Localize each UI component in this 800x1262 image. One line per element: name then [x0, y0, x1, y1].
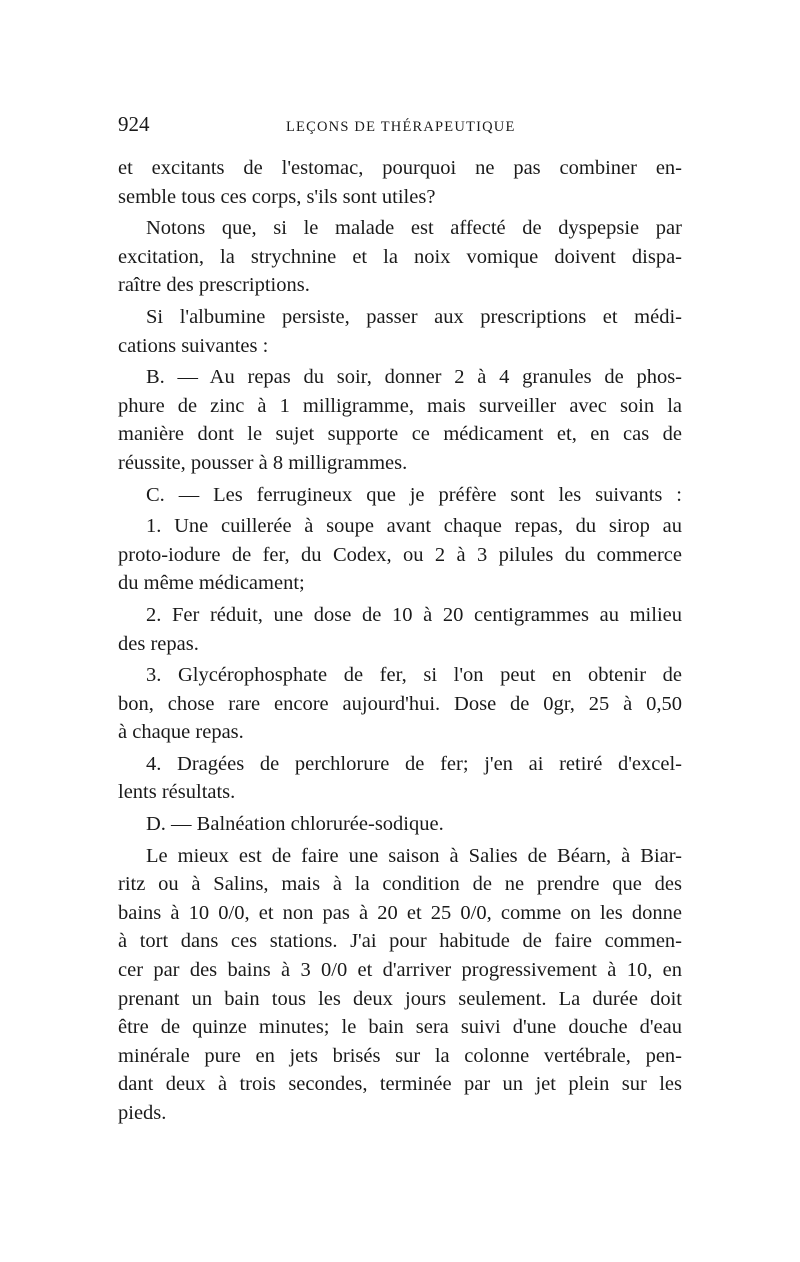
text-line: phure de zinc à 1 milligramme, mais surveiller avec soin la	[118, 394, 682, 417]
text-line: B. — Au repas du soir, donner 2 à 4 granules de phos-	[146, 366, 682, 389]
page-header	[118, 112, 682, 152]
text-line: cer par des bains à 3 0/0 et d'arriver progressivement à 10, en	[118, 959, 682, 982]
text-line: des repas.	[118, 632, 199, 655]
text-line: Si l'albumine persiste, passer aux prescriptions et médi-	[146, 305, 682, 328]
paragraph	[118, 661, 682, 747]
text-line: pieds.	[118, 1102, 167, 1124]
text-line: manière dont le sujet supporte ce médicament et, en cas de	[118, 423, 682, 446]
text-line: raître des prescriptions.	[118, 274, 310, 297]
paragraph	[118, 214, 682, 300]
text-line: proto-iodure de fer, du Codex, ou 2 à 3 pilules du commerce	[118, 543, 682, 566]
text-line: dant deux à trois secondes, terminée par un jet plein sur les	[118, 1073, 682, 1096]
text-line: D. — Balnéation chlorurée-sodique.	[146, 813, 444, 836]
text-line: cations suivantes :	[118, 334, 269, 357]
paragraph	[118, 481, 682, 510]
paragraph	[118, 363, 682, 477]
text-line: 2. Fer réduit, une dose de 10 à 20 centigrammes au milieu	[146, 603, 682, 626]
paragraph	[118, 512, 682, 598]
paragraph	[118, 303, 682, 360]
paragraph	[118, 750, 682, 807]
text-line: ritz ou à Salins, mais à la condition de ne prendre que des	[118, 873, 682, 896]
text-line: Notons que, si le malade est affecté de dyspepsie par	[146, 217, 682, 240]
text-line: du même médicament;	[118, 572, 305, 595]
paragraph	[118, 601, 682, 658]
paragraph	[118, 810, 682, 839]
text-line: excitation, la strychnine et la noix vomique doivent dispa-	[118, 245, 682, 268]
text-line: bains à 10 0/0, et non pas à 20 et 25 0/0, comme on les donne	[118, 901, 682, 924]
text-line: C. — Les ferrugineux que je préfère sont les suivants :	[146, 483, 682, 506]
text-line: semble tous ces corps, s'ils sont utiles?	[118, 185, 436, 208]
text-line: réussite, pousser à 8 milligrammes.	[118, 451, 408, 474]
text-line: être de quinze minutes; le bain sera suivi d'une douche d'eau	[118, 1016, 682, 1039]
text-line: prenant un bain tous les deux jours seulement. La durée doit	[118, 987, 682, 1010]
page-number: 924	[118, 112, 150, 136]
paragraph	[118, 842, 682, 1128]
text-line: à chaque repas.	[118, 721, 244, 744]
text-line: et excitants de l'estomac, pourquoi ne pas combiner en-	[118, 157, 682, 179]
text-line: 4. Dragées de perchlorure de fer; j'en ai retiré d'excel-	[146, 752, 682, 775]
text-line: lents résultats.	[118, 781, 236, 804]
running-title: LEÇONS DE THÉRAPEUTIQUE	[286, 119, 516, 135]
text-line: à tort dans ces stations. J'ai pour habitude de faire commen-	[118, 930, 682, 953]
text-line: 3. Glycérophosphate de fer, si l'on peut en obtenir de	[146, 664, 682, 687]
text-line: 1. Une cuillerée à soupe avant chaque repas, du sirop au	[146, 515, 682, 538]
text-line: Le mieux est de faire une saison à Salies de Béarn, à Biar-	[146, 844, 682, 867]
text-line: minérale pure en jets brisés sur la colonne vertébrale, pen-	[118, 1044, 682, 1067]
text-line: bon, chose rare encore aujourd'hui. Dose de 0gr, 25 à 0,50	[118, 692, 682, 715]
book-page	[118, 112, 682, 1128]
body-text	[118, 154, 682, 1128]
paragraph	[118, 154, 682, 211]
